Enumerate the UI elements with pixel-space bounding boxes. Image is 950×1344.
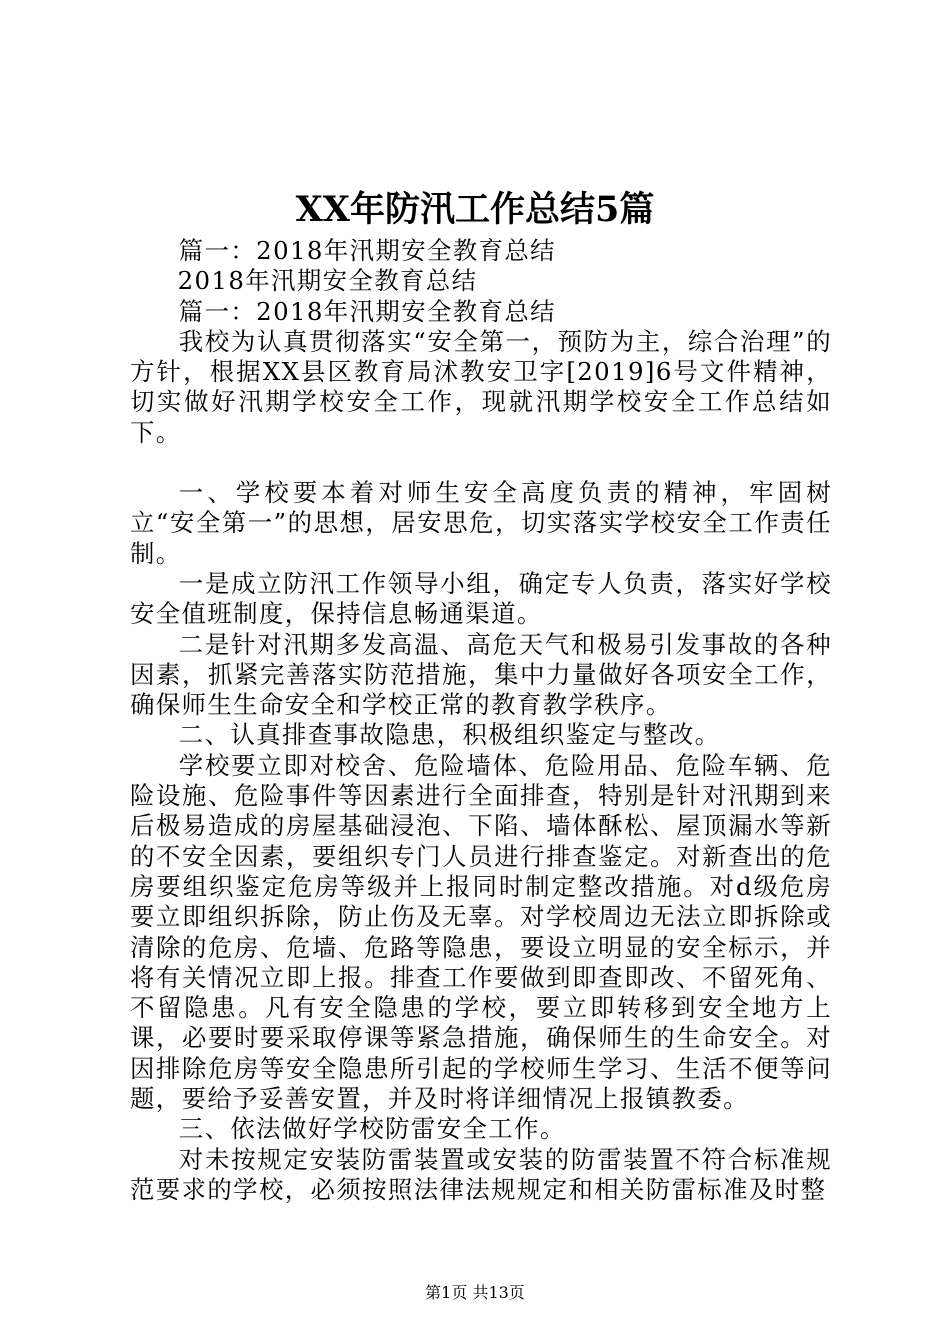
paragraph: 对未按规定安装防雷装置或安装的防雷装置不符合标准规范要求的学校，必须按照法律法规规定和相关防雷标准及时整 (130, 1144, 832, 1204)
section-heading: 篇一：2018年汛期安全教育总结 (178, 236, 556, 265)
section-subtitle: 2018年汛期安全教育总结 (177, 266, 478, 296)
document-body (130, 236, 832, 1205)
paragraph: 我校为认真贯彻落实“安全第一，预防为主，综合治理”的方针，根据XX县区教育局沭教安卫字[2019]6号文件精神，切实做好汛期学校安全工作，现就汛期学校安全工作总结如下。 (130, 326, 832, 447)
paragraph: 一、学校要本着对师生安全高度负责的精神，牢固树立“安全第一”的思想，居安思危，切实落实学校安全工作责任制。 (130, 478, 832, 568)
paragraph: 一是成立防汛工作领导小组，确定专人负责，落实好学校安全值班制度，保持信息畅通渠道。 (130, 568, 832, 629)
section-heading: 篇一：2018年汛期安全教育总结 (178, 296, 556, 326)
document-title: XX年防汛工作总结5篇 (295, 189, 655, 230)
paragraph: 二、认真排查事故隐患，积极组织鉴定与整改。 (178, 720, 721, 750)
paragraph: 学校要立即对校舍、危险墙体、危险用品、危险车辆、危险设施、危险事件等因素进行全面排查，特别是针对汛期到来后极易造成的房屋基础浸泡、下陷、墙体酥松、屋顶漏水等新的不安全因素，要组织专门人员进行排查鉴定。对新查出的危房要组织鉴定危房等级并上报同时制定整改措施。对d级危房要立即组织拆除，防止伤及无辜。对学校周边无法立即拆除或清除的危房、危墙、危路等隐患，要设立明显的安全标示，并将有关情况立即上报。排查工作要做到即查即改、不留死角、不留隐患。凡有安全隐患的学校，要立即转移到安全地方上课，必要时要采取停课等紧急措施，确保师生的生命安全。对因排除危房等安全隐患所引起的学校师生学习、生活不便等问题，要给予妥善安置，并及时将详细情况上报镇教委。 (130, 750, 832, 1114)
paragraph: 二是针对汛期多发高温、高危天气和极易引发事故的各种因素，抓紧完善落实防范措施，集中力量做好各项安全工作，确保师生生命安全和学校正常的教育教学秩序。 (130, 629, 832, 720)
paragraph: 三、依法做好学校防雷安全工作。 (178, 1114, 566, 1144)
page-footer: 第1页 共13页 (425, 1283, 525, 1302)
